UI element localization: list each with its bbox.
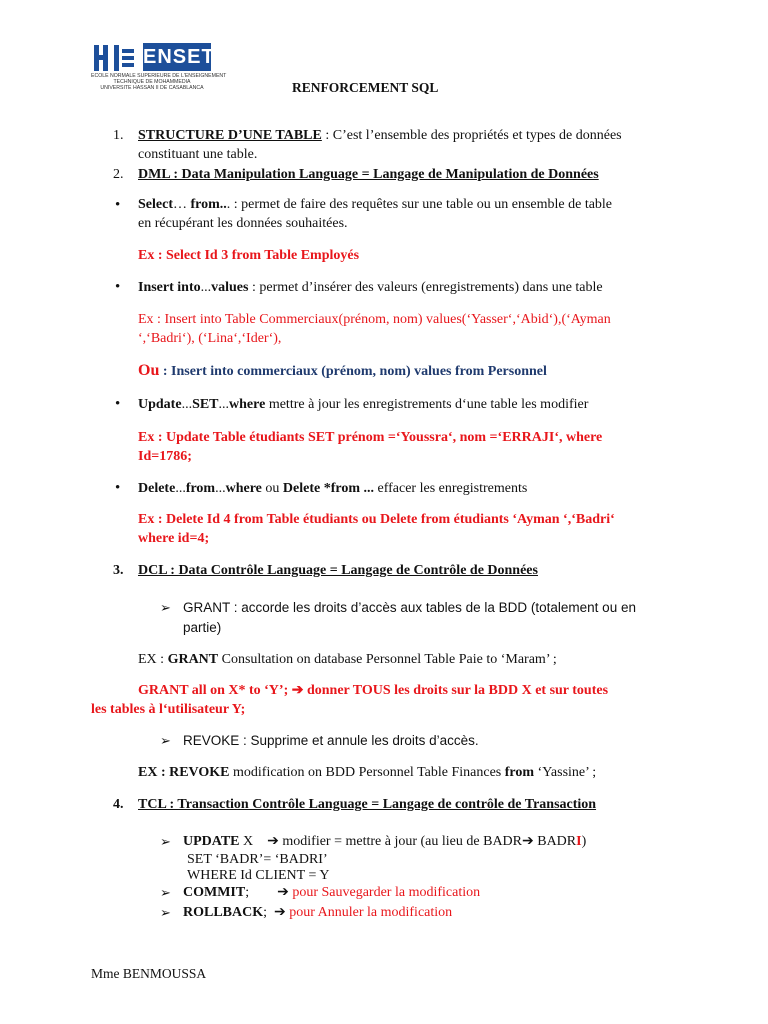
tcl-update-line [183, 833, 586, 851]
document-title: RENFORCEMENT SQL [292, 80, 439, 95]
section-number: 2. [113, 167, 124, 182]
delete-line [138, 480, 527, 498]
ou-text: ou [261, 481, 283, 496]
arrow-bullet-icon: ➢ [160, 733, 171, 748]
insert-alternative-line [138, 362, 547, 381]
delete-dots: ... [215, 481, 226, 496]
insert-example-line: ‘,‘Badri‘), (‘Lina‘,‘Ider‘), [138, 331, 282, 346]
section-number: 3. [113, 563, 124, 578]
tcl-heading: TCL : Transaction Contrôle Language = Langage de contrôle de Transaction [138, 797, 597, 812]
arrow-bullet-icon: ➢ [160, 905, 171, 920]
delete-example-line: Ex : Delete Id 4 from Table étudiants ou Delete from étudiants ‘Ayman ‘,‘Badri‘ [138, 512, 615, 527]
select-description-cont: en récupérant les données souhaitées. [138, 216, 348, 231]
grant-example-text: Consultation on database Personnel Table Paie to ‘Maram’ ; [218, 652, 557, 667]
update-highlight-letter: I [576, 834, 582, 849]
from-keyword: from [504, 765, 535, 780]
grant-all-text: GRANT all on X* to ‘Y’; [138, 683, 292, 698]
rollback-description: pour Annuler la modification [289, 905, 453, 920]
delete-from-keyword: Delete *from ... [282, 481, 374, 496]
logo-caption-line: TECHNIQUE DE MOHAMMEDIA [113, 79, 191, 85]
structure-table-def: : C’est l’ensemble des propriétés et types de données [321, 128, 622, 143]
select-line [138, 196, 612, 214]
insert-keyword: Insert into [138, 280, 201, 295]
commit-keyword: COMMIT [183, 885, 246, 900]
insert-line [138, 279, 603, 297]
select-keyword: Select [138, 197, 173, 212]
tcl-set-line: SET ‘BADR’= ‘BADRI’ [187, 852, 328, 867]
where-keyword: where [225, 481, 262, 496]
logo-caption-line: ECOLE NORMALE SUPERIEURE DE L'ENSEIGNEMENT [91, 73, 227, 79]
values-keyword: values [211, 280, 249, 295]
structure-table-line [138, 127, 622, 145]
from-keyword: from [185, 481, 216, 496]
delete-description: effacer les enregistrements [374, 481, 528, 496]
commit-description: pour Sauvegarder la modification [292, 885, 481, 900]
arrow-icon: ➔ [291, 683, 304, 698]
update-keyword: Update [138, 397, 182, 412]
bullet-icon: • [115, 279, 121, 295]
logo-mark-icon [94, 45, 136, 71]
from-keyword: from.. [190, 197, 227, 212]
delete-dots: ... [175, 481, 186, 496]
grant-description-cont: partie) [183, 620, 222, 635]
arrow-icon: ➔ [274, 905, 286, 920]
select-dots: … [172, 197, 191, 212]
arrow-bullet-icon: ➢ [160, 885, 171, 900]
enset-logo [91, 43, 227, 95]
update-target: X [239, 834, 254, 849]
update-close-paren: ) [581, 834, 587, 849]
update-line [138, 396, 588, 414]
update-dots: ... [181, 397, 193, 412]
arrow-icon: ➔ [277, 885, 289, 900]
bullet-icon: • [115, 480, 121, 496]
update-description: modifier = mettre à jour (au lieu de BADR [278, 834, 522, 849]
insert-example-line: Ex : Insert into Table Commerciaux(prénom, nom) values(‘Yasser‘,‘Abid‘),(‘Ayman [138, 312, 611, 327]
grant-example [138, 651, 557, 669]
grant-keyword: GRANT [167, 652, 219, 667]
select-description: : permet de faire des requêtes sur une table ou un ensemble de table [233, 197, 613, 212]
update-dots: ... [218, 397, 230, 412]
structure-table-def-cont: constituant une table. [138, 147, 258, 162]
logo-text: ENSET [143, 43, 211, 71]
where-keyword: where [229, 397, 266, 412]
grant-all-line-cont: les tables à l‘utilisateur Y; [91, 702, 246, 717]
section-number: 1. [113, 128, 124, 143]
tcl-commit-line [183, 884, 480, 902]
revoke-example [138, 764, 596, 782]
structure-table-term: STRUCTURE D’UNE TABLE [138, 128, 322, 143]
ex-label: EX : [138, 652, 168, 667]
update-example-line: Id=1786; [138, 449, 192, 464]
grant-all-text: donner TOUS les droits sur la BDD X et sur toutes [303, 683, 609, 698]
tcl-rollback-line [183, 904, 452, 922]
bullet-icon: • [115, 197, 121, 213]
arrow-bullet-icon: ➢ [160, 600, 171, 615]
insert-description: : permet d’insérer des valeurs (enregistrements) dans une table [248, 280, 603, 295]
arrow-bullet-icon: ➢ [160, 834, 171, 849]
update-badr: BADR [533, 834, 577, 849]
insert-dots: ... [200, 280, 212, 295]
revoke-example-text: modification on BDD Personnel Table Finances [229, 765, 505, 780]
footer-author: Mme BENMOUSSA [91, 966, 207, 981]
select-example: Ex : Select Id 3 from Table Employés [138, 248, 360, 263]
revoke-keyword: EX : REVOKE [138, 765, 230, 780]
update-description: mettre à jour les enregistrements d‘une table les modifier [265, 397, 589, 412]
delete-example-line: where id=4; [138, 531, 210, 546]
commit-semicolon: ; [245, 885, 250, 900]
ou-label: Ou [138, 362, 160, 379]
grant-description: GRANT : accorde les droits d’accès aux tables de la BDD (totalement ou en [183, 600, 636, 615]
rollback-semicolon: ; [263, 905, 268, 920]
revoke-example-text: ‘Yassine’ ; [534, 765, 597, 780]
set-keyword: SET [192, 397, 219, 412]
arrow-icon: ➔ [267, 834, 279, 849]
bullet-icon: • [115, 396, 121, 412]
dcl-heading: DCL : Data Contrôle Language = Langage de Contrôle de Données [138, 563, 538, 578]
update-example-line: Ex : Update Table étudiants SET prénom =‘Youssra‘, nom =‘ERRAJI‘, where [138, 430, 603, 445]
section-number: 4. [113, 797, 124, 812]
insert-alternative-text: : Insert into commerciaux (prénom, nom) values from Personnel [159, 364, 547, 379]
logo-caption-line: UNIVERSITE HASSAN II DE CASABLANCA [100, 85, 204, 91]
arrow-icon: ➔ [522, 834, 534, 849]
tcl-where-line: WHERE Id CLIENT = Y [187, 868, 330, 883]
rollback-keyword: ROLLBACK [183, 905, 264, 920]
dml-heading: DML : Data Manipulation Language = Langage de Manipulation de Données [138, 167, 599, 182]
delete-keyword: Delete [138, 481, 176, 496]
grant-all-line [138, 682, 608, 700]
update-keyword: UPDATE [183, 834, 240, 849]
revoke-description: REVOKE : Supprime et annule les droits d’accès. [183, 733, 479, 748]
select-dots: . [226, 197, 234, 212]
